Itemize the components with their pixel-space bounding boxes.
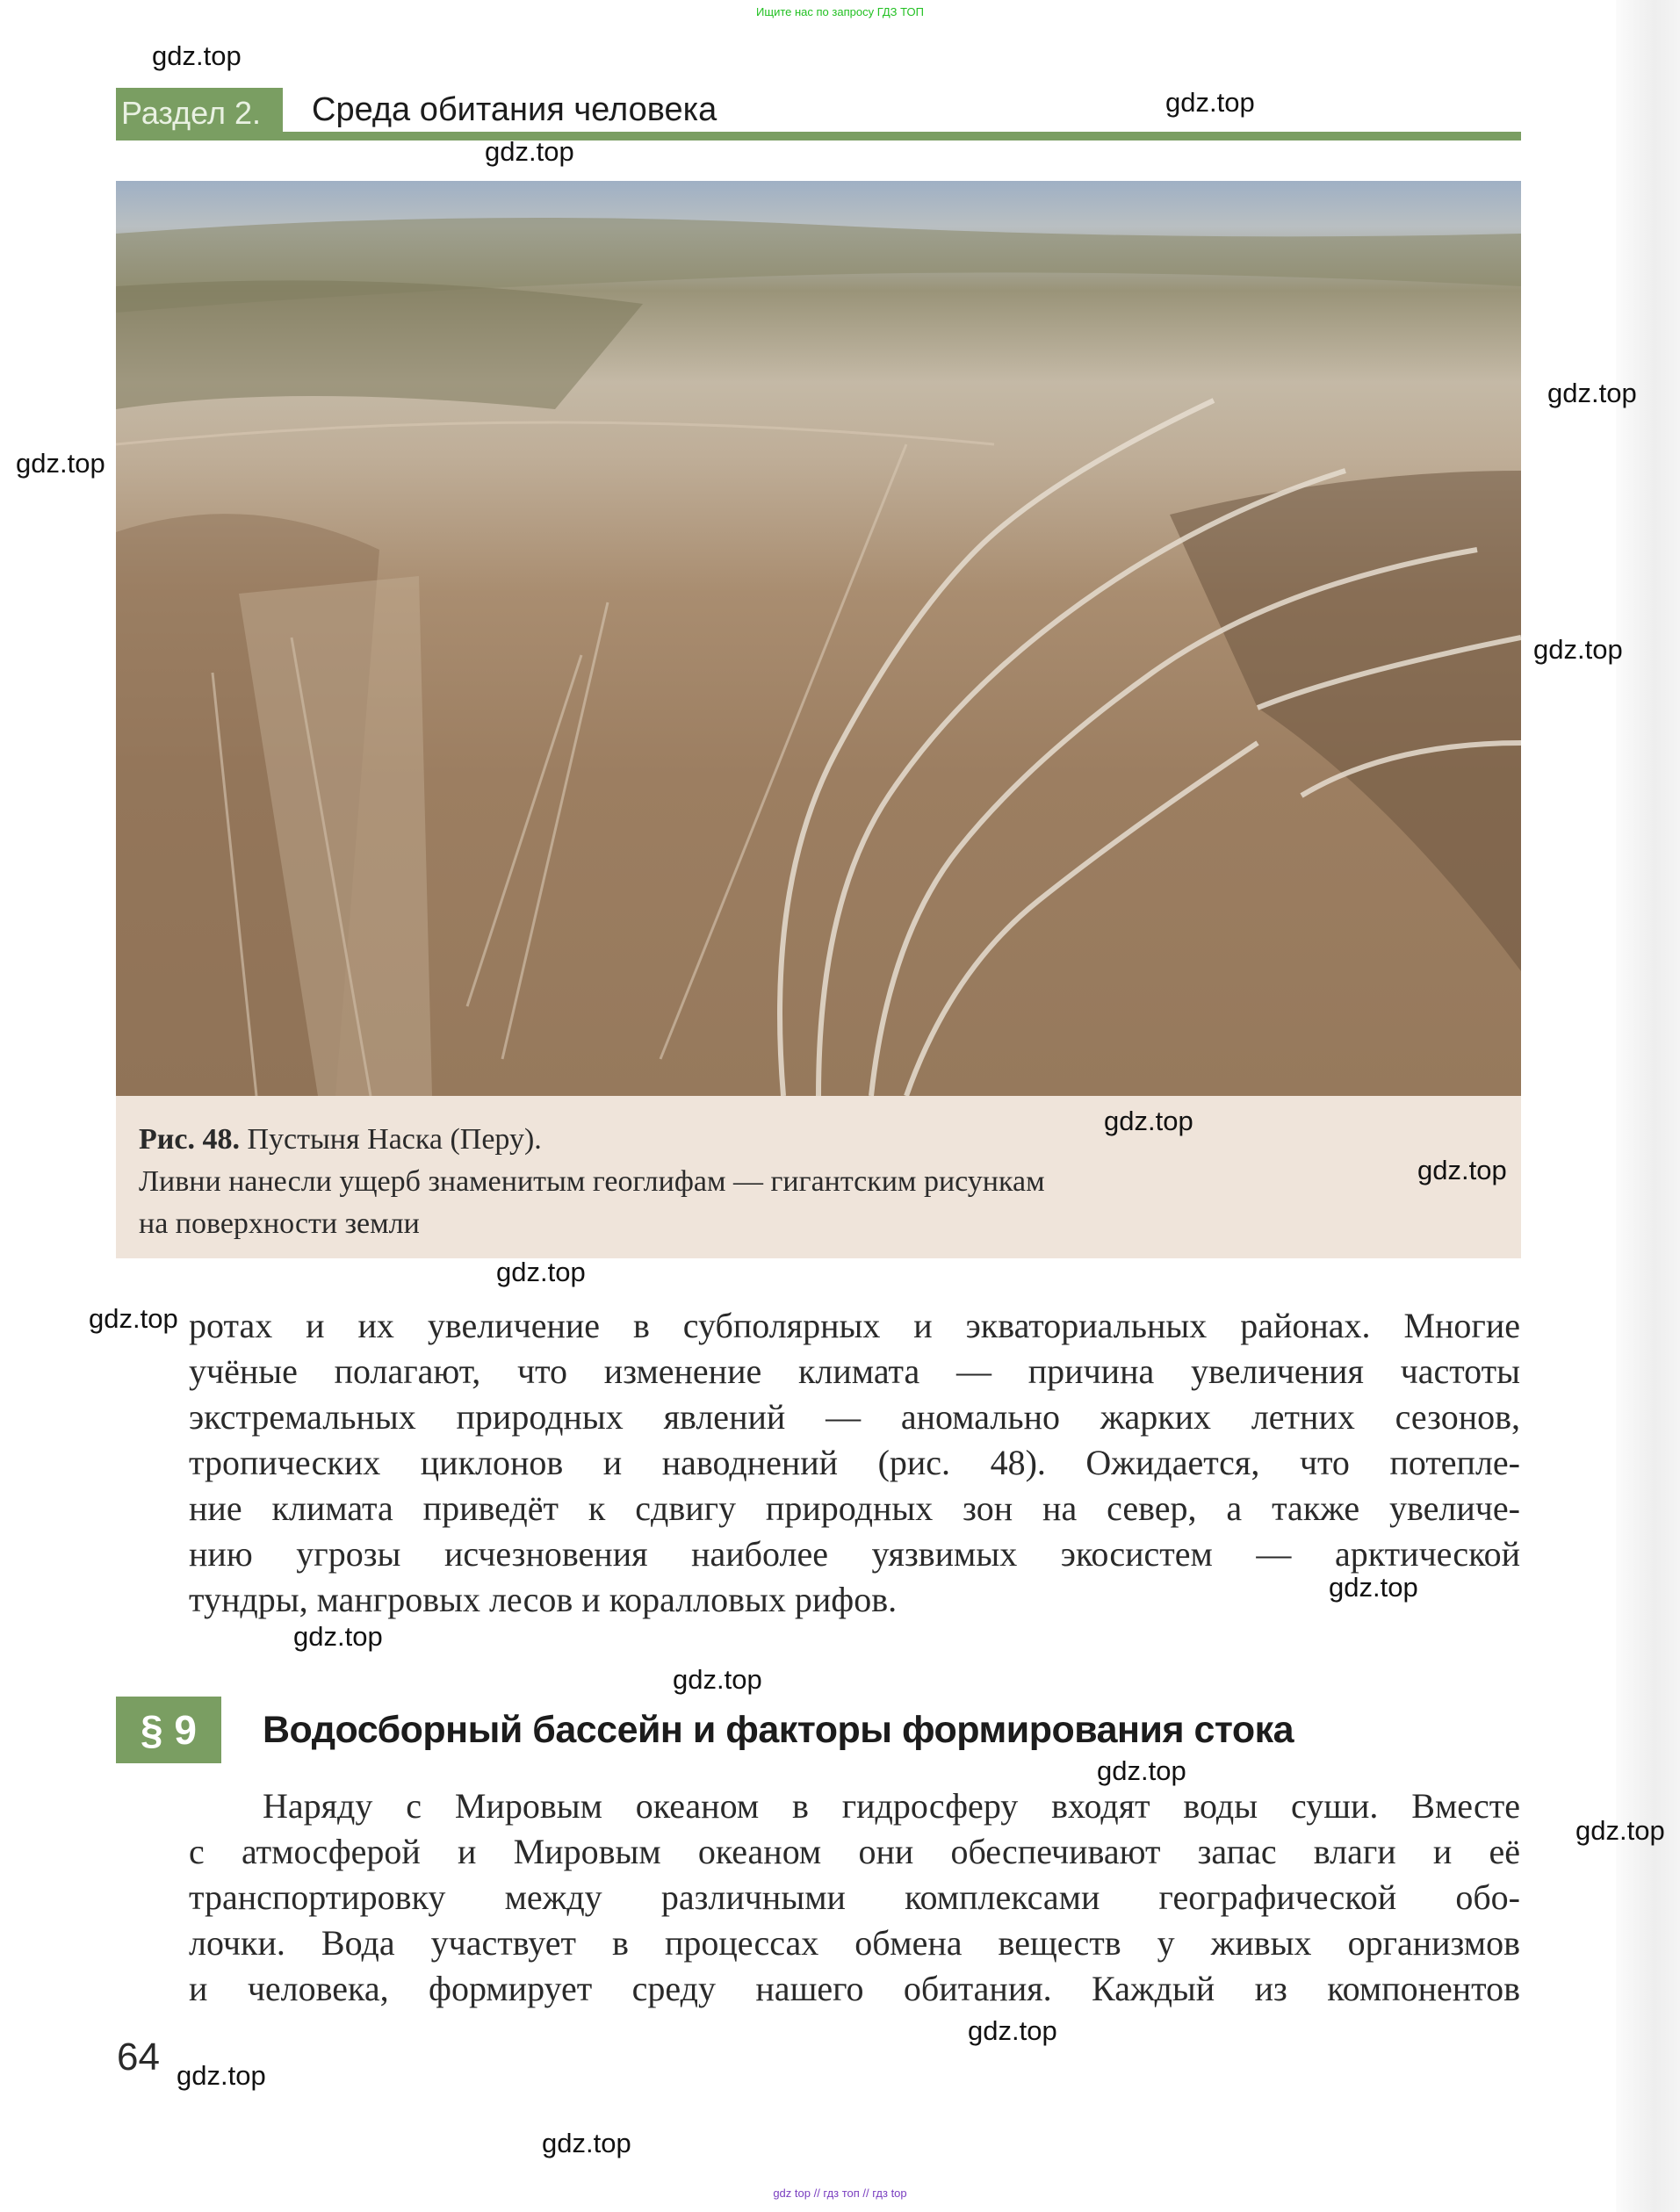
watermark: gdz.top [1104, 1106, 1193, 1136]
text-line: ротах и их увеличение в субполярных и экваториальных районах. Многие [189, 1306, 1520, 1345]
footer-note: gdz top // гдз топ // гдз top [773, 2187, 907, 2200]
watermark: gdz.top [1417, 1155, 1507, 1185]
text-line: тропических циклонов и наводнений (рис. 48). Ожидается, что потепле- [189, 1443, 1520, 1482]
watermark: gdz.top [673, 1664, 762, 1695]
watermark: gdz.top [1165, 87, 1255, 118]
body-paragraph-1 [189, 1303, 1520, 1623]
text-line: и человека, формирует среду нашего обитания. Каждый из компонентов [189, 1969, 1520, 2008]
watermark: gdz.top [1533, 634, 1623, 665]
text-line: экстремальных природных явлений — аномально жарких летних сезонов, [189, 1397, 1520, 1437]
paragraph-number-badge: § 9 [116, 1697, 221, 1763]
text-line: с атмосферой и Мировым океаном они обеспечивают запас влаги и её [189, 1832, 1520, 1871]
header-rule [116, 132, 1521, 141]
figure-caption [116, 1096, 1521, 1258]
page-number: 64 [117, 2035, 160, 2079]
watermark: gdz.top [16, 448, 105, 479]
caption-line: Ливни нанесли ущерб знаменитым геоглифам — гигантским рисункам [139, 1165, 1045, 1198]
watermark: gdz.top [968, 2015, 1057, 2046]
watermark: gdz.top [1575, 1815, 1665, 1846]
section-label: Раздел 2. [116, 88, 283, 139]
watermark: gdz.top [496, 1257, 586, 1287]
section-title: Среда обитания человека [312, 91, 717, 128]
top-search-note: Ищите нас по запросу ГДЗ ТОП [756, 5, 924, 18]
body-paragraph-2 [189, 1783, 1520, 2012]
watermark: gdz.top [152, 40, 242, 71]
text-line: лочки. Вода участвует в процессах обмена веществ у живых организмов [189, 1923, 1520, 1963]
photo-drawing [116, 181, 1521, 1096]
nazca-desert-photo [116, 181, 1521, 1096]
page-edge-shadow [1616, 0, 1680, 2212]
text-line: учёные полагают, что изменение климата — причина увеличения частоты [189, 1351, 1520, 1391]
watermark: gdz.top [542, 2128, 631, 2158]
caption-line: на поверхности земли [139, 1207, 420, 1240]
watermark: gdz.top [1547, 378, 1637, 408]
text-line: тундры, мангровых лесов и коралловых рифов. [189, 1580, 898, 1619]
watermark: gdz.top [177, 2060, 266, 2091]
paragraph-heading: Водосборный бассейн и факторы формирования стока [263, 1709, 1294, 1751]
watermark: gdz.top [485, 136, 574, 167]
watermark: gdz.top [1329, 1572, 1418, 1603]
figure-number: Рис. 48. [139, 1123, 240, 1156]
text-line: нию угрозы исчезновения наиболее уязвимых экосистем — арктической [189, 1534, 1520, 1574]
watermark: gdz.top [293, 1621, 383, 1652]
text-line: Наряду с Мировым океаном в гидросферу входят воды суши. Вместе [263, 1786, 1520, 1826]
figure-title: Пустыня Наска (Перу). [247, 1123, 542, 1156]
watermark: gdz.top [89, 1303, 178, 1334]
text-line: ние климата приведёт к сдвигу природных зон на север, а также увеличе- [189, 1488, 1520, 1528]
text-line: транспортировку между различными комплексами географической обо- [189, 1877, 1520, 1917]
watermark: gdz.top [1097, 1755, 1186, 1786]
